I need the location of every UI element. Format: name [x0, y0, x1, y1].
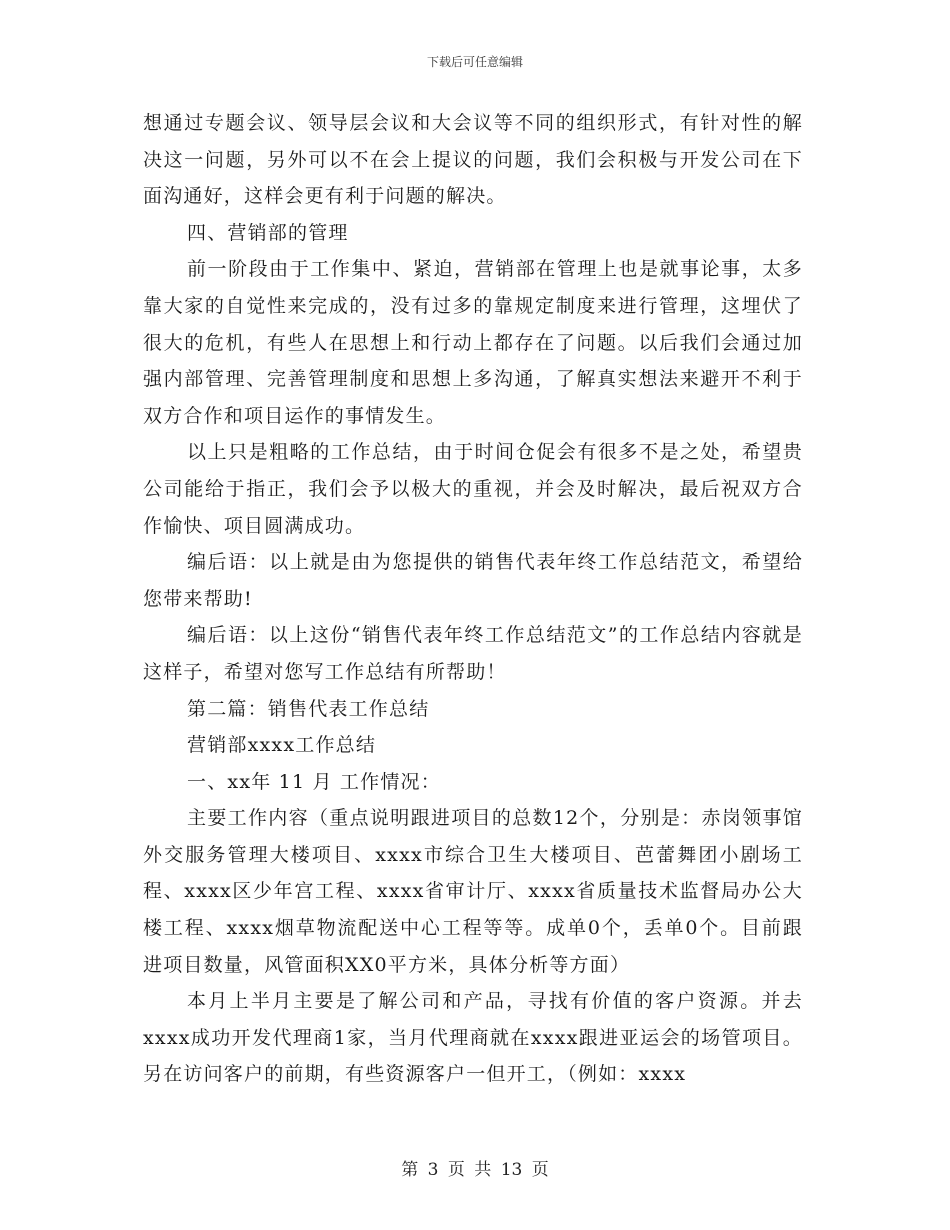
paragraph-main-work: 主要工作内容（重点说明跟进项目的总数12个，分别是：赤岗领事馆外交服务管理大楼项目、xxxx市综合卫生大楼项目、芭蕾舞团小剧场工程、xxxx区少年宫工程、xxxx省审计厅、xxxx省质量技术监督局办公大楼工程、xxxx烟草物流配送中心工程等等。成单0个，丢单0个。目前跟进项目数量，风管面积XX0平方米，具体分析等方面） [143, 807, 803, 976]
chapter-title: 第二篇：销售代表工作总结 [187, 697, 430, 720]
paragraph-summary: 以上只是粗略的工作总结，由于时间仓促会有很多不是之处，希望贵公司能给于指正，我们会予以极大的重视，并会及时解决，最后祝双方合作愉快、项目圆满成功。 [143, 441, 803, 537]
report-title: 营销部xxxx工作总结 [187, 734, 377, 757]
section-heading-management: 四、营销部的管理 [187, 221, 349, 244]
paragraph-editor-note-1: 编后语：以上就是由为您提供的销售代表年终工作总结范文，希望给您带来帮助! [143, 551, 803, 610]
paragraph-management: 前一阶段由于工作集中、紧迫，营销部在管理上也是就事论事，太多靠大家的自觉性来完成的，没有过多的靠规定制度来进行管理，这埋伏了很大的危机，有些人在思想上和行动上都存在了问题。以后我们会通过加强内部管理、完善管理制度和思想上多沟通，了解真实想法来避开不利于双方合作和项目运作的事情发生。 [143, 258, 803, 427]
paragraph-first-half-month: 本月上半月主要是了解公司和产品，寻找有价值的客户资源。并去xxxx成功开发代理商1家，当月代理商就在xxxx跟进亚运会的场管项目。另在访问客户的前期，有些资源客户一但开工，（例如：xxxx [143, 990, 803, 1086]
document-body [143, 105, 803, 1093]
page-footer: 第 3 页 共 13 页 [401, 1160, 549, 1180]
paragraph-1: 想通过专题会议、领导层会议和大会议等不同的组织形式，有针对性的解决这一问题，另外可以不在会上提议的问题，我们会积极与开发公司在下面沟通好，这样会更有利于问题的解决。 [143, 112, 803, 208]
section-heading-november: 一、xx年 11 月 工作情况： [187, 770, 441, 793]
page-header: 下载后可任意编辑 [426, 55, 523, 69]
paragraph-editor-note-2: 编后语：以上这份“销售代表年终工作总结范文”的工作总结内容就是这样子，希望对您写工作总结有所帮助！ [143, 624, 803, 683]
